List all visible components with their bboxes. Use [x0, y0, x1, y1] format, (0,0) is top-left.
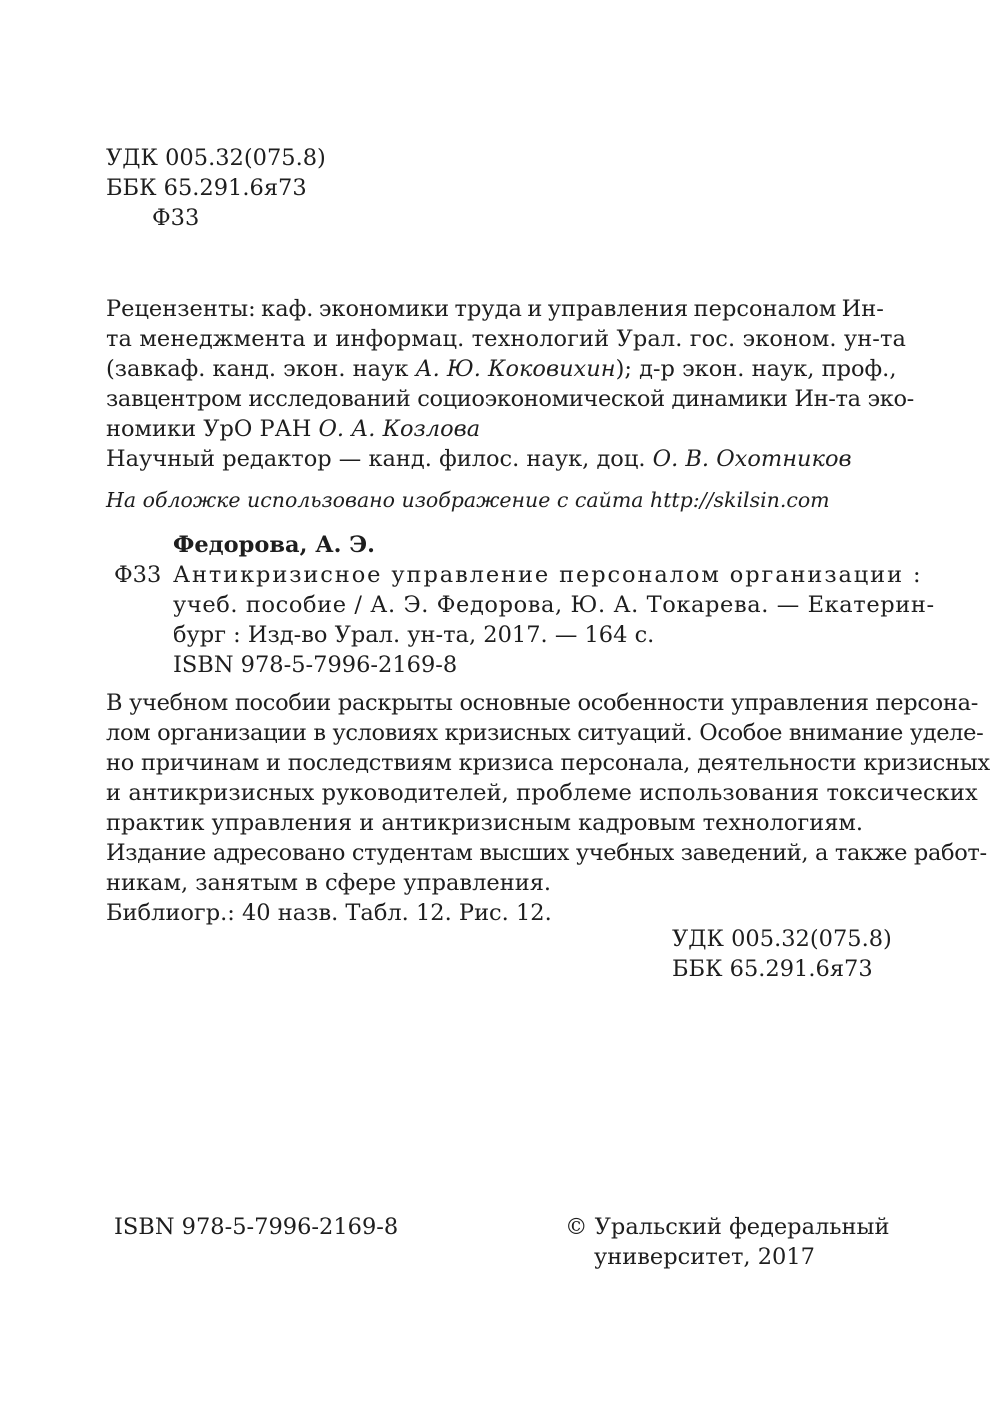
- annotation-line-2: лом организации в условиях кризисных ситуаций. Особое внимание уделе-: [106, 720, 984, 746]
- entry-title: Антикризисное управление персоналом организации :: [173, 562, 923, 588]
- annotation-line-1: В учебном пособии раскрыты основные особенности управления персона-: [106, 690, 979, 716]
- entry-line-3: бург : Изд-во Урал. ун-та, 2017. — 164 с.: [173, 622, 655, 648]
- bbk-code-right: ББК 65.291.6я73: [672, 956, 873, 982]
- cover-image-note: На обложке использовано изображение с сайта http://skilsin.com: [106, 488, 830, 512]
- reviewers-line-4: завцентром исследований социоэкономической динамики Ин-та эко-: [106, 386, 914, 412]
- entry-author: Федорова, А. Э.: [173, 532, 376, 558]
- reviewers-line-3: [106, 354, 897, 384]
- audience-line-1: Издание адресовано студентам высших учебных заведений, а также работ-: [106, 840, 987, 866]
- footer-isbn: ISBN 978-5-7996-2169-8: [114, 1214, 399, 1240]
- reviewer-name-kokovikhin: А. Ю. Коковихин: [415, 356, 616, 382]
- udk-code-right: УДК 005.32(075.8): [672, 926, 892, 952]
- reviewers-line-1-word: Рецензенты:: [106, 296, 256, 322]
- reviewers-line-1-word: экономики: [318, 296, 450, 322]
- scientific-editor: [106, 444, 852, 474]
- entry-line-2: учеб. пособие / А. Э. Федорова, Ю. А. Токарева. — Екатерин-: [173, 592, 935, 618]
- annotation-line-3: но причинам и последствиям кризиса персонала, деятельности кризисных: [106, 750, 990, 776]
- entry-isbn: ISBN 978-5-7996-2169-8: [173, 652, 458, 678]
- reviewers-line-5: [106, 414, 480, 444]
- copyright-line-1: © Уральский федеральный: [565, 1214, 890, 1240]
- reviewers-line-1-word: персоналом: [693, 296, 837, 322]
- copyright-line-2: университет, 2017: [594, 1244, 815, 1270]
- reviewers-line-3-end: ); д-р экон. наук, проф.,: [615, 356, 897, 382]
- reviewers-line-1-word: труда: [454, 296, 522, 322]
- reviewers-line-3-start: (завкаф. канд. экон. наук: [106, 356, 416, 382]
- reviewers-line-2: та менеджмента и информац. технологий Урал. гос. эконом. ун-та: [106, 326, 907, 352]
- reviewers-line-1-word: каф.: [261, 296, 314, 322]
- annotation-line-5: практик управления и антикризисным кадровым технологиям.: [106, 810, 864, 836]
- editor-name: О. В. Охотников: [652, 446, 852, 472]
- bibliography-note: Библиогр.: 40 назв. Табл. 12. Рис. 12.: [106, 900, 552, 926]
- audience-line-2: никам, занятым в сфере управления.: [106, 870, 552, 896]
- udk-code: УДК 005.32(075.8): [106, 145, 326, 171]
- reviewers-line-1-word: Ин-: [841, 296, 884, 322]
- annotation-line-4: и антикризисных руководителей, проблеме использования токсических: [106, 780, 978, 806]
- reviewers-line-1-word: управления: [547, 296, 689, 322]
- reviewer-name-kozlova: О. А. Козлова: [318, 416, 481, 442]
- bbk-code: ББК 65.291.6я73: [106, 175, 307, 201]
- author-mark: Ф33: [152, 205, 200, 231]
- reviewers-line-1: [106, 294, 884, 324]
- reviewers-line-1-word: и: [527, 296, 543, 322]
- entry-mark: Ф33: [114, 562, 162, 588]
- editor-label: Научный редактор — канд. филос. наук, доц.: [106, 446, 653, 472]
- reviewers-line-5-start: номики УрО РАН: [106, 416, 319, 442]
